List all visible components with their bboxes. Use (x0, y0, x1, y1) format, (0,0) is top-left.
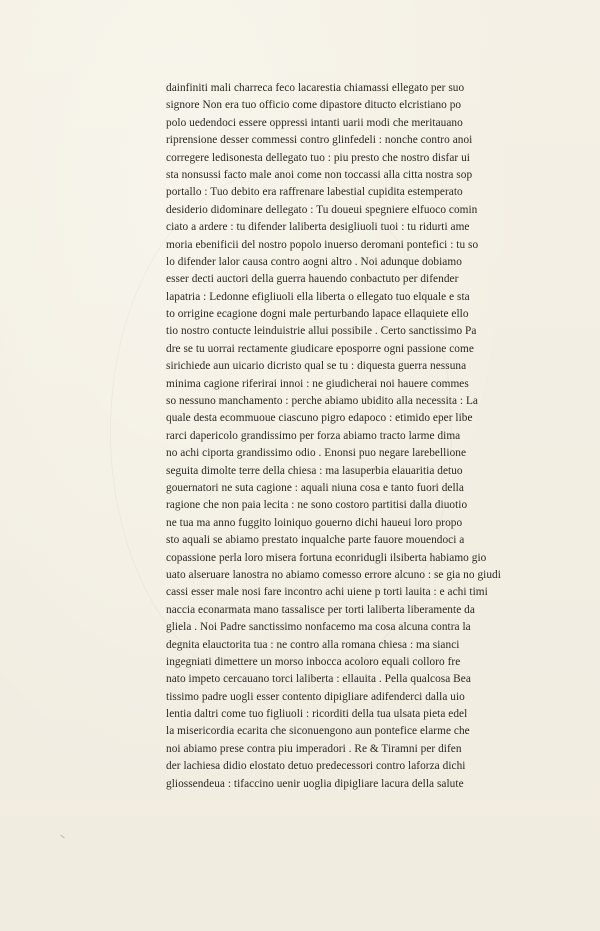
text-line: corregere ledisonesta dellegato tuo : piu presto che nostro disfar ui (166, 151, 470, 164)
text-line: lapatria : Ledonne efigliuoli ella liberta o ellegato tuo elquale e sta (166, 290, 470, 303)
text-line: moria ebenificii del nostro popolo inuerso deromani pontefici : tu so (166, 238, 479, 251)
text-line: ciato a ardere : tu difender laliberta desigliuoli tuoi : tu ridurti ame (166, 221, 470, 234)
text-line: ne tua ma anno fuggito loiniquo gouerno dichi haueui loro propo (166, 516, 463, 529)
text-block (166, 80, 561, 793)
text-line: lo difender lalor causa contro aogni altro . Noi adunque dobiamo (166, 255, 462, 268)
text-line: desiderio didominare dellegato : Tu doueui spegniere elfuoco comin (166, 203, 478, 216)
text-line: riprensione desser commessi contro glinfedeli : nonche contro anoi (166, 134, 473, 147)
text-line: tissimo padre uogli esser contento dipigliare adifenderci dalla uio (166, 690, 465, 703)
text-line: rarci dapericolo grandissimo per forza abiamo tracto larme dima (166, 429, 461, 442)
text-line: quale desta ecommuoue ciascuno pigro edapoco : etimido eper libe (166, 412, 473, 425)
text-line: ingegniati dimettere un morso inbocca acoloro equali colloro fre (166, 655, 461, 668)
text-line: la misericordia ecarita che siconuengono aun pontefice elarme che (166, 725, 470, 738)
text-line: gouernatori ne suta cagione : aquali niuna cosa e tanto fuori della (166, 481, 464, 494)
text-line: so nessuno manchamento : perche abiamo ubidito alla necessita : La (166, 395, 478, 408)
text-line: dainfiniti mali charreca feco lacarestia chiamassi ellegato per suo (166, 82, 465, 94)
text-line: portallo : Tuo debito era raffrenare labestial cupidita estemperato (166, 186, 463, 199)
text-line: gliela . Noi Padre sanctissimo nonfacemo ma cosa alcuna contra la (166, 621, 471, 634)
text-line: sirichiede aun uicario dicristo qual se tu : diquesta guerra nessuna (166, 360, 467, 373)
text-line: copassione perla loro misera fortuna econridugli ilsiberta habiamo gio (166, 551, 487, 564)
text-line: dre se tu uorrai rectamente giudicare eposporre ogni passione come (166, 342, 474, 355)
text-line: nato impeto cercauano torci laliberta : ellauita . Pella qualcosa Bea (166, 673, 471, 686)
text-line: noi abiamo prese contra piu imperadori . Re & Tiramni per difen (166, 742, 462, 755)
text-line: esser decti auctori della guerra hauendo conbactuto per difender (166, 273, 459, 286)
text-line: degnita elauctorita tua : ne contro alla romana chiesa : ma sianci (166, 638, 460, 651)
text-line: der lachiesa didio elostato detuo predecessori contro laforza dichi (166, 760, 466, 773)
text-line: signore Non era tuo officio come dipastore ditucto elcristiano po (166, 99, 462, 112)
text-line: cassi esser male nosi fare incontro achi uiene p torti lauita : e achi timi (166, 586, 488, 599)
text-line: tio nostro contucte leinduistrie allui possibile . Certo sanctissimo Pa (166, 325, 477, 338)
text-line: polo uedendoci essere oppressi intanti uarii modi che meritauano (166, 116, 463, 129)
text-line: naccia econarmata mano tassalisce per torti laliberta liberamente da (166, 603, 475, 616)
text-line: gliossendeua : tifaccino uenir uoglia dipigliare lacura della salute (166, 777, 464, 790)
text-line: lentia daltri come tuo figliuoli : ricorditi della tua ulsata pieta edel (166, 708, 468, 721)
text-line: uato alseruare lanostra no abiamo comesso errore alcuno : se gia no giudi (166, 568, 501, 581)
text-line: to orrigine ecagione dogni male perturbando lapace ellaquiete ello (166, 308, 469, 321)
text-line: sto aquali se abiamo prestato inqualche parte fauore mouendoci a (166, 534, 465, 547)
text-line: sta nonsussi facto male anoi come non toccassi alla citta nostra sop (166, 168, 473, 181)
text-line: seguita dimolte terre della chiesa : ma lasuperbia elauaritia detuo (166, 464, 463, 477)
text-line: no achi ciporta grandissimo odio . Enonsi puo negare larebellione (166, 447, 467, 460)
text-line: minima cagione riferirai innoi : ne giudicherai noi hauere commes (166, 377, 469, 390)
margin-mark (60, 835, 65, 839)
text-line: ragione che non paia lecita : ne sono costoro partitisi dalla diuotio (166, 499, 468, 512)
